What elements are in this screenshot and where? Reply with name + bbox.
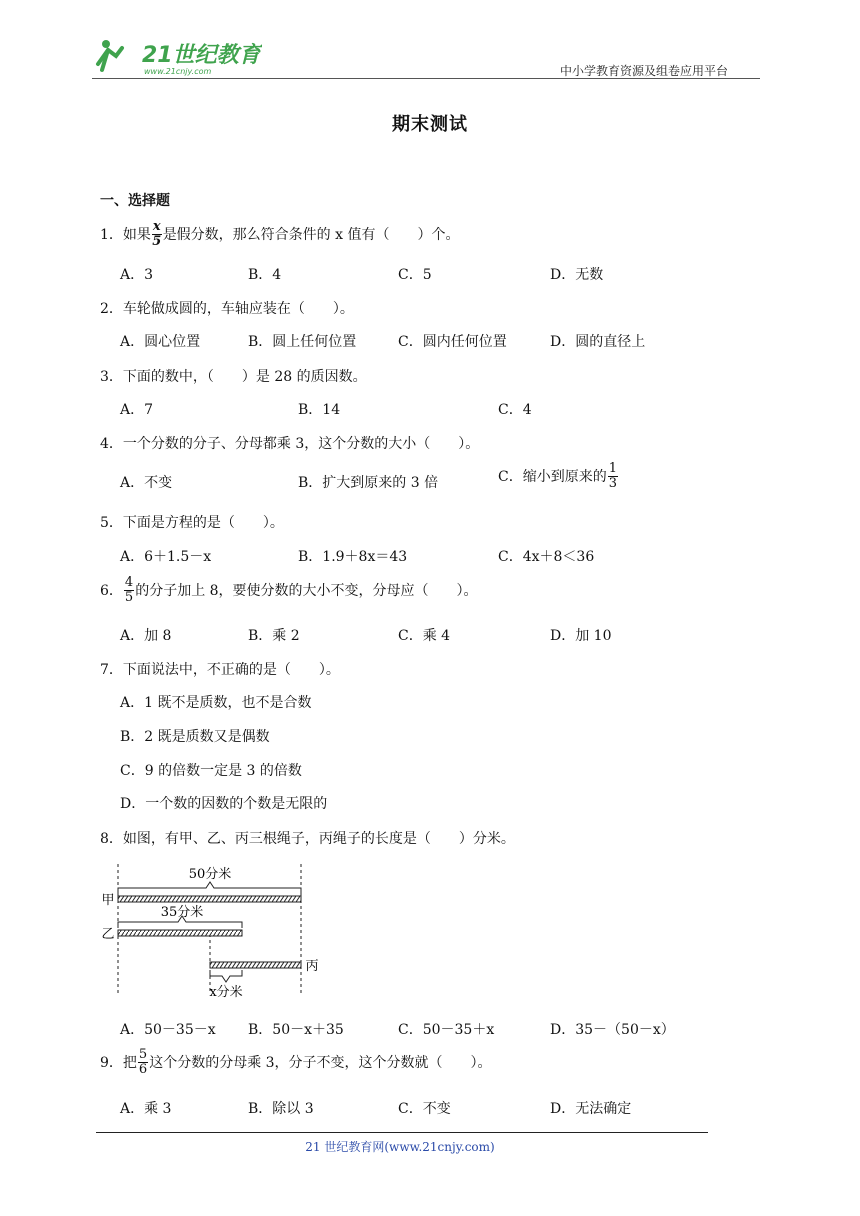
label-jia: 甲 bbox=[101, 893, 115, 908]
q9-option-c: C．不变 bbox=[398, 1101, 451, 1117]
question-1-prefix: 1．如果 bbox=[100, 226, 151, 243]
q6-option-a: A．加 8 bbox=[120, 628, 172, 644]
q1-option-a: A．3 bbox=[120, 267, 154, 283]
q8-option-c: C．50－35＋x bbox=[398, 1022, 495, 1038]
q6-option-b: B．乘 2 bbox=[248, 628, 300, 644]
footer-divider bbox=[96, 1132, 708, 1133]
logo-text: 21世纪教育 bbox=[142, 43, 261, 68]
q6-option-c: C．乘 4 bbox=[398, 628, 451, 644]
label-x: x分米 bbox=[209, 985, 243, 1000]
logo bbox=[92, 34, 262, 78]
fraction-1-over-3: $\frac{1}{3}$ bbox=[608, 461, 617, 492]
question-1 bbox=[100, 220, 459, 250]
q1-option-d: D．无数 bbox=[550, 267, 604, 283]
q8-option-b: B．50－x＋35 bbox=[248, 1022, 344, 1038]
brace-50 bbox=[118, 882, 301, 894]
question-8: 8．如图，有甲、乙、丙三根绳子，丙绳子的长度是（ ）分米。 bbox=[100, 831, 515, 847]
question-5: 5．下面是方程的是（ ）。 bbox=[100, 515, 284, 531]
footer-link[interactable]: 21 世纪教育网(www.21cnjy.com) bbox=[305, 1140, 495, 1154]
label-yi: 乙 bbox=[101, 927, 115, 942]
q2-option-a: A．圆心位置 bbox=[120, 334, 201, 350]
header-platform-text: 中小学教育资源及组卷应用平台 bbox=[560, 64, 729, 78]
label-50: 50分米 bbox=[188, 867, 232, 882]
rope-yi bbox=[118, 930, 242, 936]
q7-option-a: A．1 既不是质数，也不是合数 bbox=[120, 695, 312, 711]
q3-option-c: C．4 bbox=[498, 402, 532, 418]
label-35: 35分米 bbox=[160, 905, 204, 920]
q7-option-b: B．2 既是质数又是偶数 bbox=[120, 729, 270, 745]
q3-option-a: A．7 bbox=[120, 402, 154, 418]
q4-option-c-text: C．缩小到原来的 bbox=[498, 468, 607, 485]
rope-jia bbox=[118, 896, 301, 902]
question-9 bbox=[100, 1048, 492, 1078]
q1-option-b: B．4 bbox=[248, 267, 282, 283]
label-bing: 丙 bbox=[305, 959, 319, 974]
q4-option-c bbox=[498, 462, 619, 492]
q5-option-b: B．1.9＋8x＝43 bbox=[298, 549, 408, 565]
question-6-text: 的分子加上 8，要使分数的大小不变，分母应（ ）。 bbox=[135, 582, 478, 599]
q2-option-c: C．圆内任何位置 bbox=[398, 334, 507, 350]
q3-option-b: B．14 bbox=[298, 402, 341, 418]
q7-option-d: D．一个数的因数的个数是无限的 bbox=[120, 796, 328, 812]
question-9-prefix: 9．把 bbox=[100, 1054, 137, 1071]
q9-option-d: D．无法确定 bbox=[550, 1101, 632, 1117]
q9-option-b: B．除以 3 bbox=[248, 1101, 314, 1117]
rope-bing bbox=[210, 962, 301, 968]
q6-option-d: D．加 10 bbox=[550, 628, 612, 644]
question-2: 2．车轮做成圆的，车轴应装在（ ）。 bbox=[100, 301, 354, 317]
q7-option-c: C．9 的倍数一定是 3 的倍数 bbox=[120, 763, 302, 779]
question-9-text: 这个分数的分母乘 3，分子不变，这个分数就（ ）。 bbox=[149, 1054, 492, 1071]
section-heading: 一、选择题 bbox=[100, 193, 170, 209]
header-divider bbox=[92, 78, 760, 79]
q5-option-a: A．6＋1.5－x bbox=[120, 549, 212, 565]
q8-option-d: D．35－（50－x） bbox=[550, 1022, 675, 1038]
q9-option-a: A．乘 3 bbox=[120, 1101, 172, 1117]
question-3: 3．下面的数中，（ ）是 28 的质因数。 bbox=[100, 369, 367, 385]
logo-url: www.21cnjy.com bbox=[144, 67, 212, 76]
q8-option-a: A．50－35－x bbox=[120, 1022, 216, 1038]
q1-option-c: C．5 bbox=[398, 267, 432, 283]
question-6-prefix: 6． bbox=[100, 582, 123, 599]
q4-option-a: A．不变 bbox=[120, 475, 173, 491]
fraction-4-over-5: $\frac{4}{5}$ bbox=[124, 575, 134, 606]
fraction-5-over-6: $\frac{5}{6}$ bbox=[138, 1047, 148, 1078]
fraction-x-over-5: $\frac{x}{5}$ bbox=[152, 219, 162, 250]
q4-option-b: B．扩大到原来的 3 倍 bbox=[298, 475, 439, 491]
brace-x bbox=[210, 970, 242, 982]
question-4: 4．一个分数的分子、分母都乘 3，这个分数的大小（ ）。 bbox=[100, 436, 480, 452]
question-1-text: 是假分数，那么符合条件的 x 值有（ ）个。 bbox=[162, 226, 460, 243]
q2-option-d: D．圆的直径上 bbox=[550, 334, 646, 350]
q2-option-b: B．圆上任何位置 bbox=[248, 334, 357, 350]
page-title: 期末测试 bbox=[392, 114, 468, 135]
q5-option-c: C．4x＋8＜36 bbox=[498, 549, 595, 565]
question-6 bbox=[100, 576, 478, 606]
question-7: 7．下面说法中，不正确的是（ ）。 bbox=[100, 662, 340, 678]
rope-diagram bbox=[96, 860, 336, 1000]
